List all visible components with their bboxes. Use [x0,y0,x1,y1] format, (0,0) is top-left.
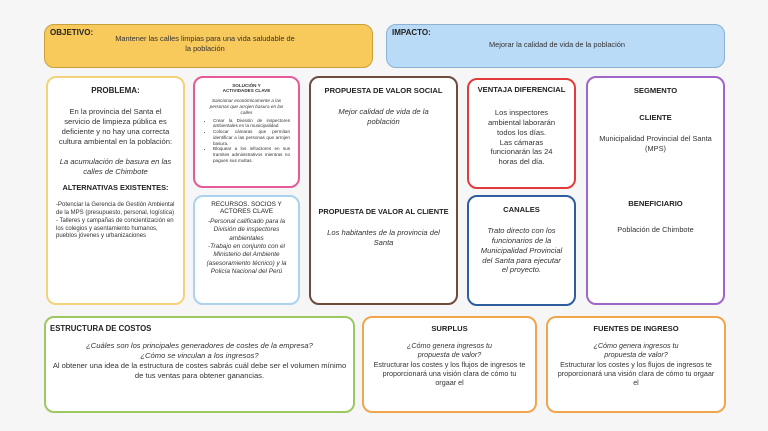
alternativas-title: ALTERNATIVAS EXISTENTES: [62,183,169,193]
alternativas-text-2: - Talleres y campañas de concientización en los colegios y asentamiento humanos, pueblos jóvenes y urbanizaciones [56,217,174,240]
ventaja-box [467,78,576,189]
beneficiario-title: BENEFICIARIO [628,199,683,209]
surplus-q: ¿Cómo genera ingresos tu propuesta de valor? [406,341,493,360]
recursos-title: RECURSOS. SOCIOS Y ACTORES CLAVE [211,201,282,215]
impacto-box [386,24,725,68]
fuentes-title: FUENTES DE INGRESO [593,324,679,333]
surplus-box [362,316,537,413]
propuesta-social-text: Mejor calidad de vida de la población [338,107,429,126]
problema-title: PROBLEMA: [91,86,140,95]
recursos-text-2: -Trabajo en conjunto con el Ministerio del Ambiente (asesoramiento técnico) y la Policía Nacional del Perú [206,242,287,275]
costos-box [44,316,355,413]
propuesta-cliente-title: PROPUESTA DE VALOR AL CLIENTE [318,206,449,216]
problema-italic: La acumulación de basura en las calles de Chimbote [59,157,172,177]
impacto-text: Mejorar la calidad de vida de la población [489,40,625,49]
beneficiario-text: Población de Chimbote [617,225,694,235]
canales-title: CANALES [503,205,540,214]
solucion-list [203,118,290,164]
costos-q2: ¿Cómo se vinculan a los ingresos? [140,350,259,360]
fuentes-q: ¿Cómo genera ingresos tu propuesta de valor? [593,341,679,360]
fuentes-box [546,316,726,413]
surplus-text: Estructurar los costes y los flujos de ingresos te proporcionará una visión clara de cómo tu orgaar el [373,359,526,388]
cliente-title: CLIENTE [639,113,672,122]
objetivo-text: Mantener las calles limpias para una vida saludable de la población [115,34,295,53]
objetivo-box [44,24,373,68]
solucion-box [193,76,300,188]
fuentes-text: Estructurar los costes y los flujos de ingresos te proporcionará una visión clara de cómo tu orgaar el [557,359,715,388]
solucion-title: SOLUCIÓN Y ACTIVIDADES CLAVE [222,83,271,93]
costos-title: ESTRUCTURA DE COSTOS [50,324,152,333]
propuesta-box [309,76,458,305]
recursos-text-1: -Personal calificado para la División de inspectores ambientales [207,218,286,242]
alternativas-text-1: -Potenciar la Gerencia de Gestión Ambiental de la MPS (presupuesto, personal, logística) [56,202,175,216]
segmento-box [586,76,725,305]
surplus-title: SURPLUS [431,324,468,333]
solucion-item: • Bloquear a los infractores en sus tramites administrativos mientras no paguen sus multas. [213,146,290,163]
solucion-item: • Colocar cámaras que permitan identificar a las personas que arrojen basura. [213,129,290,146]
canales-text: Trato directo con los funcionarios de la Municipalidad Provincial del Santa para ejecutar el proyecto. [480,226,563,275]
solucion-item: • Crear la División de inspectores ambientales en la municipalidad [213,118,290,129]
solucion-intro: Sancionar económicamente a las personas que arrojen basura en las calles [209,98,284,115]
recursos-box [193,195,300,305]
cliente-text: Municipalidad Provincial del Santa (MPS) [599,134,712,153]
costos-text: Al obtener una idea de la estructura de costes sabrás cuál debe ser el volumen mínimo de tus ventas para obtener ganancias. [52,360,347,380]
propuesta-social-title: PROPUESTA DE VALOR SOCIAL [324,86,443,95]
ventaja-title: VENTAJA DIFERENCIAL [477,85,566,94]
canales-box [467,195,576,306]
problema-text: En la provincia del Santa el servicio de limpieza pública es deficiente y no hay una correcta cultura ambiental en la población: [58,107,173,146]
impacto-label: IMPACTO: [392,28,431,37]
problema-box [46,76,185,305]
ventaja-text-1: Los inspectores ambiental laborarán todos los días. [487,108,556,137]
propuesta-cliente-text: Los habitantes de la provincia del Santa [327,227,440,247]
costos-q1: ¿Cuáles son los principales generadores de costes de la empresa? [86,341,313,350]
segmento-title: SEGMENTO [633,86,678,95]
ventaja-text-2: Las cámaras funcionarán las 24 horas del día. [490,137,553,167]
objetivo-label: OBJETIVO: [50,28,94,37]
